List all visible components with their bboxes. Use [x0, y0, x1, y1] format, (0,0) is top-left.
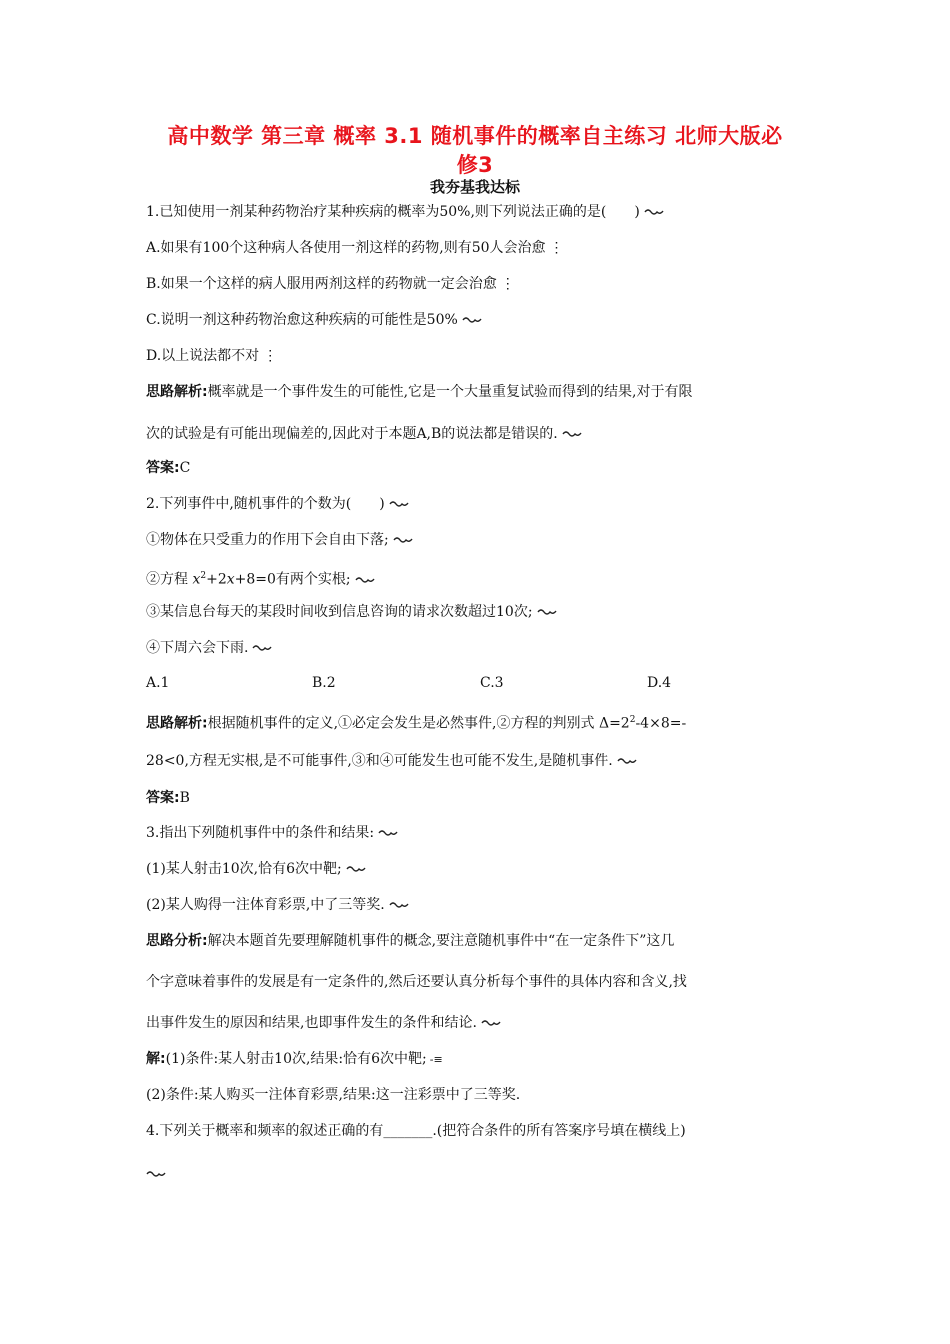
q3-stem	[146, 823, 398, 843]
q3-analysis-line-1	[146, 931, 674, 951]
q1-answer-label: 答案:	[146, 460, 180, 476]
q1-option-c-text: C.说明一剂这种药物治愈这种疾病的可能性是50%	[146, 312, 458, 328]
math-var-x: x	[192, 571, 201, 588]
q1-answer-value: C	[179, 460, 191, 476]
q3-analysis-text-3: 出事件发生的原因和结果,也即事件发生的条件和结论.	[146, 1015, 477, 1031]
q1-option-a	[146, 238, 564, 258]
squiggle-mark-icon	[389, 499, 409, 509]
q3-part-2	[146, 895, 409, 915]
q2-option-d: D.4	[647, 675, 672, 691]
math-exponent: 2	[200, 571, 207, 581]
q3-analysis-line-2: 个字意味着事件的发展是有一定条件的,然后还要认真分析每个事件的具体内容和含义,找	[146, 974, 687, 990]
q2-event-4-text: ④下周六会下雨.	[146, 640, 249, 656]
squiggle-mark-icon	[462, 315, 482, 325]
squiggle-mark-icon	[393, 535, 413, 545]
q1-option-c	[146, 310, 482, 330]
squiggle-mark-icon	[562, 429, 582, 439]
squiggle-mark-icon	[617, 756, 637, 766]
q2-option-b: B.2	[312, 675, 336, 691]
q3-part-1	[146, 859, 366, 879]
math-var-x: x	[226, 571, 235, 588]
squiggle-mark-icon	[346, 864, 366, 874]
q3-part-2-text: (2)某人购得一注体育彩票,中了三等奖.	[146, 897, 385, 913]
q4-stem: 4.下列关于概率和频率的叙述正确的有_______.(把符合条件的所有答案序号填在横线上)	[146, 1123, 686, 1139]
q1-analysis-text-1: 概率就是一个事件发生的可能性,它是一个大量重复试验而得到的结果,对于有限	[207, 384, 693, 400]
dash-mark-icon: -≡	[429, 1053, 443, 1066]
q2-answer	[146, 788, 190, 808]
q3-analysis-text-1: 解决本题首先要理解随机事件的概念,要注意随机事件中“在一定条件下”这几	[207, 933, 675, 949]
q3-analysis-line-3	[146, 1013, 501, 1033]
q2-analysis-text-1-end: -4×8=-	[635, 715, 687, 732]
dotted-mark-icon: ⋮	[263, 348, 278, 364]
q2-event-2-pre: ②方程	[146, 571, 193, 588]
q3-solution-line-2: (2)条件:某人购买一注体育彩票,结果:这一注彩票中了三等奖.	[146, 1087, 521, 1103]
q2-event-1-text: ①物体在只受重力的作用下会自由下落;	[146, 532, 389, 548]
q2-event-2-post: +8=0有两个实根;	[234, 571, 351, 588]
title-line-1: 高中数学 第三章 概率 3.1 随机事件的概率自主练习 北师大版必	[167, 124, 783, 148]
q2-event-4	[146, 638, 272, 658]
q2-analysis-text-1: 根据随机事件的定义,①必定会发生是必然事件,②方程的判别式 Δ=2	[207, 715, 630, 732]
q2-analysis-text-2: 28<0,方程无实根,是不可能事件,③和④可能发生也可能不发生,是随机事件.	[146, 753, 613, 769]
squiggle-mark-icon	[355, 575, 375, 585]
q3-analysis-label: 思路分析:	[146, 933, 208, 949]
q4-mark	[146, 1164, 166, 1184]
document-title	[140, 122, 810, 180]
q3-solution-label: 解:	[146, 1051, 166, 1067]
q1-option-d	[146, 346, 277, 366]
q1-analysis-line-1	[146, 382, 693, 402]
q2-analysis-line-2	[146, 751, 637, 771]
q2-stem-text: 2.下列事件中,随机事件的个数为( )	[146, 496, 385, 512]
q1-analysis-text-2: 次的试验是有可能出现偏差的,因此对于本题A,B的说法都是错误的.	[146, 426, 558, 442]
q2-event-3-text: ③某信息台每天的某段时间收到信息咨询的请求次数超过10次;	[146, 604, 533, 620]
q3-solution-text-1: (1)条件:某人射击10次,结果:恰有6次中靶;	[165, 1051, 427, 1067]
q2-option-c: C.3	[480, 675, 504, 691]
q1-option-b	[146, 274, 515, 294]
q1-analysis-line-2	[146, 424, 582, 444]
squiggle-mark-icon	[537, 607, 557, 617]
q3-part-1-text: (1)某人射击10次,恰有6次中靶;	[146, 861, 342, 877]
q2-analysis-label: 思路解析:	[146, 715, 208, 732]
q1-stem	[146, 202, 664, 222]
squiggle-mark-icon	[644, 207, 664, 217]
q1-option-a-text: A.如果有100个这种病人各使用一剂这样的药物,则有50人会治愈	[146, 240, 546, 256]
math-exponent: 2	[629, 715, 636, 725]
squiggle-mark-icon	[378, 828, 398, 838]
q2-analysis-line-1	[146, 710, 686, 734]
q1-option-d-text: D.以上说法都不对	[146, 348, 260, 364]
q1-answer	[146, 458, 190, 478]
dotted-mark-icon: ⋮	[500, 276, 515, 292]
q2-stem	[146, 494, 409, 514]
squiggle-mark-icon	[481, 1018, 501, 1028]
q2-event-2-mid: +2	[206, 571, 227, 588]
squiggle-mark-icon	[389, 900, 409, 910]
title-line-2: 修3	[456, 153, 494, 177]
dotted-mark-icon: ⋮	[549, 240, 564, 256]
squiggle-mark-icon	[146, 1169, 166, 1179]
q2-answer-label: 答案:	[146, 790, 180, 806]
q1-stem-text: 1.已知使用一剂某种药物治疗某种疾病的概率为50%,则下列说法正确的是( )	[146, 204, 640, 220]
section-heading: 我夯基我达标	[429, 178, 520, 196]
q2-answer-value: B	[179, 790, 190, 806]
q2-event-3	[146, 602, 557, 622]
squiggle-mark-icon	[252, 643, 272, 653]
q2-option-a: A.1	[146, 675, 170, 691]
q3-solution-line-1	[146, 1049, 443, 1070]
q3-stem-text: 3.指出下列随机事件中的条件和结果:	[146, 825, 375, 841]
q1-option-b-text: B.如果一个这样的病人服用两剂这样的药物就一定会治愈	[146, 276, 497, 292]
q2-event-1	[146, 530, 413, 550]
q2-event-2	[146, 566, 375, 590]
q1-analysis-label: 思路解析:	[146, 384, 208, 400]
